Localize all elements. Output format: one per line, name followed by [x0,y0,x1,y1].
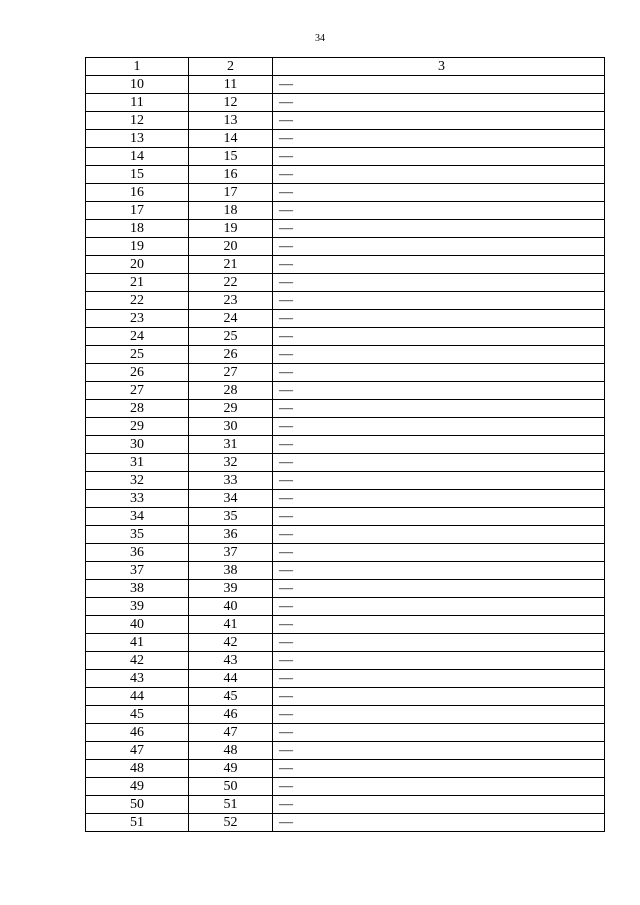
table-cell-col-3: — [273,220,605,238]
table-cell-col-1: 26 [86,364,189,382]
table-cell-col-2: 42 [189,634,273,652]
table-cell-col-2: 49 [189,760,273,778]
table-row [86,760,605,778]
table-cell-col-1: 28 [86,400,189,418]
table-cell-col-3: — [273,202,605,220]
table-cell-col-2: 47 [189,724,273,742]
table-cell-col-3: — [273,328,605,346]
table-row [86,310,605,328]
table-cell-col-2: 13 [189,112,273,130]
table-cell-col-1: 16 [86,184,189,202]
table-cell-col-3: — [273,580,605,598]
table-cell-col-1: 37 [86,562,189,580]
table-cell-col-3: — [273,76,605,94]
table-cell-col-2: 14 [189,130,273,148]
table-cell-col-1: 50 [86,796,189,814]
table-cell-col-2: 25 [189,328,273,346]
table-cell-col-3: — [273,490,605,508]
table-cell-col-2: 23 [189,292,273,310]
column-header-3: 3 [273,58,605,76]
table-cell-col-2: 28 [189,382,273,400]
table-cell-col-2: 35 [189,508,273,526]
table-cell-col-2: 48 [189,742,273,760]
table-row [86,166,605,184]
table-cell-col-1: 20 [86,256,189,274]
table-row [86,688,605,706]
table-header-row [86,58,605,76]
table-cell-col-1: 22 [86,292,189,310]
table-cell-col-2: 39 [189,580,273,598]
table-row [86,814,605,832]
table-cell-col-1: 44 [86,688,189,706]
table-cell-col-1: 46 [86,724,189,742]
table-cell-col-3: — [273,724,605,742]
table-cell-col-1: 27 [86,382,189,400]
table-cell-col-3: — [273,400,605,418]
table-cell-col-1: 14 [86,148,189,166]
table-row [86,202,605,220]
table-cell-col-3: — [273,706,605,724]
table-cell-col-3: — [273,598,605,616]
table-cell-col-3: — [273,526,605,544]
table-cell-col-2: 50 [189,778,273,796]
table-cell-col-3: — [273,472,605,490]
table-cell-col-2: 20 [189,238,273,256]
table-cell-col-3: — [273,148,605,166]
table-row [86,742,605,760]
table-row [86,616,605,634]
table-row [86,274,605,292]
table-cell-col-3: — [273,436,605,454]
table-cell-col-2: 22 [189,274,273,292]
table-cell-col-1: 49 [86,778,189,796]
table-row [86,112,605,130]
table-cell-col-3: — [273,166,605,184]
table-row [86,544,605,562]
table-row [86,634,605,652]
table-cell-col-3: — [273,742,605,760]
table-cell-col-2: 27 [189,364,273,382]
table-cell-col-2: 17 [189,184,273,202]
column-header-2: 2 [189,58,273,76]
table-cell-col-3: — [273,562,605,580]
table-cell-col-3: — [273,184,605,202]
table-row [86,472,605,490]
table-row [86,508,605,526]
table-cell-col-2: 44 [189,670,273,688]
table-cell-col-3: — [273,508,605,526]
table-row [86,400,605,418]
table-cell-col-1: 12 [86,112,189,130]
table-cell-col-3: — [273,616,605,634]
table-cell-col-1: 36 [86,544,189,562]
table-cell-col-3: — [273,634,605,652]
table-row [86,364,605,382]
table-row [86,454,605,472]
table-cell-col-2: 46 [189,706,273,724]
table-cell-col-2: 16 [189,166,273,184]
table-cell-col-2: 11 [189,76,273,94]
table-cell-col-2: 29 [189,400,273,418]
table-cell-col-2: 40 [189,598,273,616]
table-cell-col-3: — [273,346,605,364]
table-row [86,184,605,202]
table-cell-col-2: 19 [189,220,273,238]
table-cell-col-1: 42 [86,652,189,670]
table-row [86,652,605,670]
table-cell-col-3: — [273,310,605,328]
table-cell-col-1: 17 [86,202,189,220]
table-cell-col-3: — [273,130,605,148]
page-number: 34 [315,33,325,44]
table-cell-col-1: 35 [86,526,189,544]
table-cell-col-3: — [273,238,605,256]
table-cell-col-2: 15 [189,148,273,166]
table-row [86,778,605,796]
table-cell-col-3: — [273,364,605,382]
table-cell-col-3: — [273,418,605,436]
data-table [85,57,605,832]
table-row [86,796,605,814]
table-row [86,148,605,166]
table-cell-col-2: 21 [189,256,273,274]
table-cell-col-1: 51 [86,814,189,832]
table-cell-col-2: 52 [189,814,273,832]
table-cell-col-3: — [273,382,605,400]
table-row [86,580,605,598]
table-cell-col-1: 24 [86,328,189,346]
table-cell-col-2: 31 [189,436,273,454]
table-cell-col-2: 26 [189,346,273,364]
table-cell-col-3: — [273,688,605,706]
table-row [86,220,605,238]
table-cell-col-1: 19 [86,238,189,256]
table-row [86,418,605,436]
table-cell-col-1: 38 [86,580,189,598]
table-row [86,436,605,454]
table-cell-col-2: 38 [189,562,273,580]
table-cell-col-1: 34 [86,508,189,526]
table-row [86,526,605,544]
table-cell-col-3: — [273,778,605,796]
table-row [86,706,605,724]
table-row [86,76,605,94]
table-cell-col-2: 45 [189,688,273,706]
table-row [86,94,605,112]
table-cell-col-1: 11 [86,94,189,112]
table-cell-col-2: 18 [189,202,273,220]
table-row [86,382,605,400]
table-cell-col-2: 37 [189,544,273,562]
table-cell-col-1: 18 [86,220,189,238]
table-cell-col-2: 32 [189,454,273,472]
table-cell-col-1: 29 [86,418,189,436]
table-cell-col-2: 34 [189,490,273,508]
table-cell-col-1: 45 [86,706,189,724]
column-header-1: 1 [86,58,189,76]
table-row [86,238,605,256]
table-cell-col-3: — [273,112,605,130]
table-cell-col-1: 40 [86,616,189,634]
table-cell-col-2: 24 [189,310,273,328]
table-cell-col-3: — [273,544,605,562]
table-cell-col-1: 47 [86,742,189,760]
table-row [86,328,605,346]
table-row [86,292,605,310]
table-cell-col-1: 13 [86,130,189,148]
table-cell-col-3: — [273,814,605,832]
table-cell-col-1: 31 [86,454,189,472]
table-row [86,130,605,148]
table-cell-col-1: 30 [86,436,189,454]
table-row [86,346,605,364]
table-cell-col-2: 36 [189,526,273,544]
table-cell-col-1: 39 [86,598,189,616]
table-row [86,724,605,742]
table-row [86,670,605,688]
table-cell-col-1: 43 [86,670,189,688]
table-cell-col-3: — [273,256,605,274]
table-cell-col-2: 43 [189,652,273,670]
table-cell-col-1: 48 [86,760,189,778]
table-cell-col-3: — [273,670,605,688]
table-cell-col-3: — [273,274,605,292]
table-cell-col-3: — [273,760,605,778]
table-cell-col-2: 12 [189,94,273,112]
table-cell-col-1: 41 [86,634,189,652]
table-cell-col-2: 41 [189,616,273,634]
table-cell-col-3: — [273,454,605,472]
table-row [86,562,605,580]
table-cell-col-1: 23 [86,310,189,328]
table-cell-col-2: 33 [189,472,273,490]
table-cell-col-3: — [273,796,605,814]
table-row [86,490,605,508]
table-cell-col-3: — [273,292,605,310]
table-cell-col-3: — [273,652,605,670]
table-cell-col-1: 25 [86,346,189,364]
table-cell-col-2: 30 [189,418,273,436]
table-cell-col-1: 21 [86,274,189,292]
table-cell-col-1: 15 [86,166,189,184]
table-cell-col-1: 32 [86,472,189,490]
table-cell-col-1: 33 [86,490,189,508]
table-cell-col-3: — [273,94,605,112]
table-cell-col-1: 10 [86,76,189,94]
table-cell-col-2: 51 [189,796,273,814]
table-row [86,256,605,274]
table-row [86,598,605,616]
